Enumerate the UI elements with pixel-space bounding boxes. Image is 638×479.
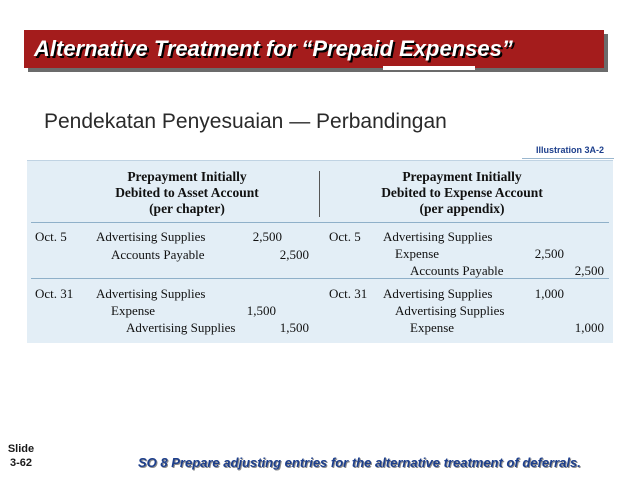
entry-account: Expense: [395, 246, 440, 261]
right-header-line: Prepayment Initially: [402, 169, 522, 184]
entry-debit: 2,500: [534, 246, 564, 261]
left-header-line: (per chapter): [149, 201, 225, 216]
entry-account: Advertising Supplies: [383, 229, 493, 244]
entry-debit: 2,500: [252, 229, 282, 244]
entry-account: Expense: [410, 320, 455, 335]
entry-debit: 1,000: [534, 286, 564, 301]
entry-account: Advertising Supplies: [96, 229, 206, 244]
left-column-header: [67, 169, 307, 217]
entry-credit: 1,000: [574, 320, 604, 335]
entry-credit: 1,500: [279, 320, 309, 335]
entry-rule: [31, 278, 609, 279]
title-banner-gap: [383, 66, 475, 70]
entry-credit: 2,500: [279, 247, 309, 262]
illustration-label: Illustration 3A-2: [536, 145, 605, 155]
journal-comparison-panel: [27, 160, 613, 343]
entry-account: Advertising Supplies: [395, 303, 505, 318]
right-column-header: [337, 169, 587, 217]
slide-number: [4, 442, 38, 470]
entry-account: Accounts Payable: [410, 263, 504, 278]
slide-subtitle: Pendekatan Penyesuaian — Perbandingan: [44, 110, 447, 133]
entry-account: Expense: [111, 303, 156, 318]
left-header-line: Prepayment Initially: [127, 169, 247, 184]
entry-credit: 2,500: [574, 263, 604, 278]
left-header-line: Debited to Asset Account: [115, 185, 259, 200]
entry-date: Oct. 31: [35, 286, 74, 301]
header-divider: [319, 171, 320, 217]
study-objective-footer: SO 8 Prepare adjusting entries for the alternative treatment of deferrals.: [138, 455, 581, 470]
entry-date: Oct. 31: [329, 286, 368, 301]
entry-account: Advertising Supplies: [96, 286, 206, 301]
entry-debit: 1,500: [246, 303, 276, 318]
entry-date: Oct. 5: [35, 229, 67, 244]
entry-account: Advertising Supplies: [126, 320, 236, 335]
slide-title: Alternative Treatment for “Prepaid Expenses”: [34, 36, 513, 61]
title-banner: [24, 30, 604, 68]
entry-date: Oct. 5: [329, 229, 361, 244]
entry-account: Advertising Supplies: [383, 286, 493, 301]
slide-number-value: 3-62: [9, 457, 33, 469]
entry-account: Accounts Payable: [111, 247, 205, 262]
slide-label: Slide: [7, 443, 35, 455]
right-header-line: (per appendix): [419, 201, 505, 216]
header-rule: [31, 222, 609, 223]
illustration-rule: [522, 158, 614, 159]
right-header-line: Debited to Expense Account: [381, 185, 543, 200]
